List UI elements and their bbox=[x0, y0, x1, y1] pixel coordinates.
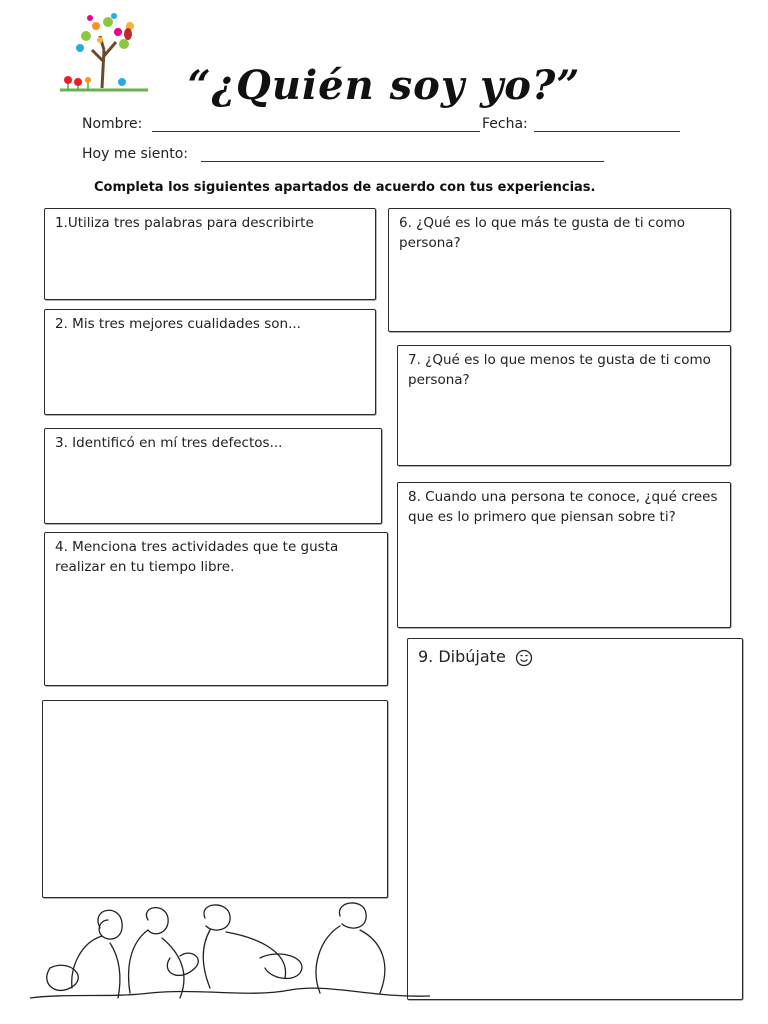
box-first-impression-label: 8. Cuando una persona te conoce, ¿qué crees que es lo primero que piensan sobre ti? bbox=[408, 489, 718, 525]
box-draw-label bbox=[418, 647, 732, 667]
name-label: Nombre: bbox=[82, 116, 143, 132]
box-describe[interactable] bbox=[44, 208, 376, 300]
box-activities-label: 4. Menciona tres actividades que te gusta realizar en tu tiempo libre. bbox=[55, 539, 339, 575]
box-qualities-label: 2. Mis tres mejores cualidades son... bbox=[55, 316, 301, 332]
box-like-least-label: 7. ¿Qué es lo que menos te gusta de ti como persona? bbox=[408, 352, 711, 388]
feeling-line[interactable] bbox=[201, 161, 604, 162]
smiley-icon bbox=[515, 649, 533, 667]
box-first-impression[interactable] bbox=[397, 482, 731, 628]
box-activities[interactable] bbox=[44, 532, 388, 686]
box-like-least[interactable] bbox=[397, 345, 731, 466]
box-describe-label: 1.Utiliza tres palabras para describirte bbox=[55, 215, 314, 231]
box-like-most-label: 6. ¿Qué es lo que más te gusta de ti como persona? bbox=[399, 215, 686, 251]
box-like-most[interactable] bbox=[388, 208, 731, 332]
box-empty[interactable] bbox=[42, 700, 388, 898]
box-draw[interactable] bbox=[407, 638, 743, 1000]
date-label: Fecha: bbox=[482, 116, 528, 132]
name-line[interactable] bbox=[152, 131, 480, 132]
box-qualities[interactable] bbox=[44, 309, 376, 415]
page-title: “¿Quién soy yo?” bbox=[187, 62, 581, 109]
box-defects[interactable] bbox=[44, 428, 382, 524]
date-line[interactable] bbox=[534, 131, 680, 132]
box-defects-label: 3. Identificó en mí tres defectos... bbox=[55, 435, 283, 451]
instructions: Completa los siguientes apartados de acuerdo con tus experiencias. bbox=[94, 180, 596, 195]
people-line-drawing bbox=[30, 898, 430, 1008]
feeling-label: Hoy me siento: bbox=[82, 146, 188, 162]
box-draw-text: 9. Dibújate bbox=[418, 647, 506, 666]
